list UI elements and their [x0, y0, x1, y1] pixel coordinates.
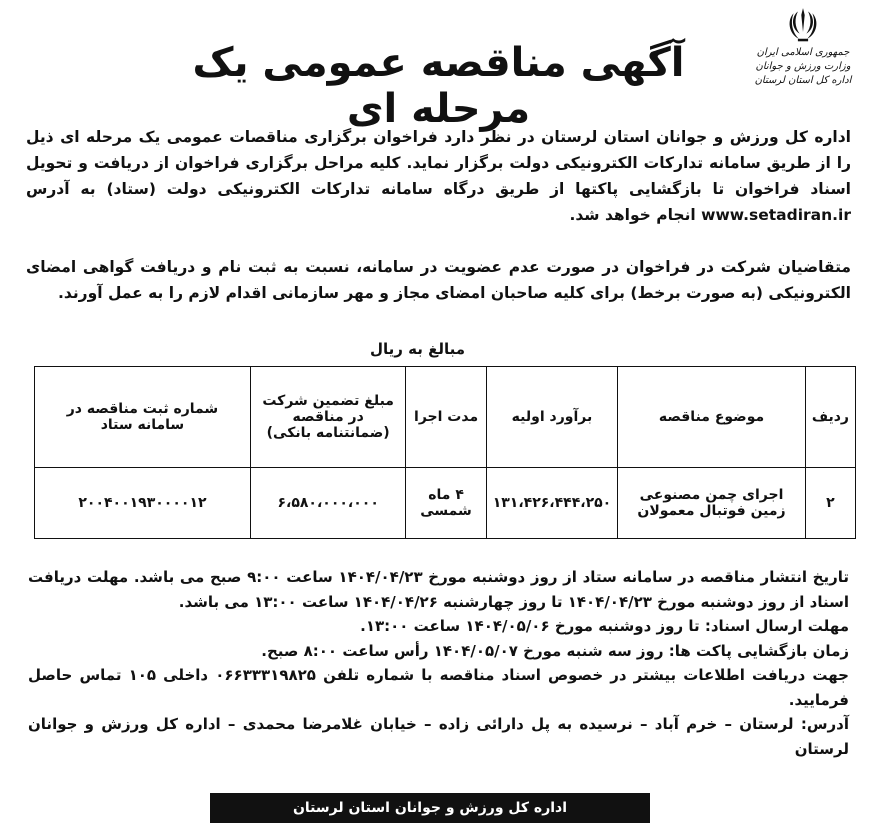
header-estimate: برآورد اولیه [486, 367, 618, 468]
header-subject: موضوع مناقصه [618, 367, 806, 468]
cell-estimate: ۱۳۱،۴۲۶،۴۴۴،۲۵۰ [486, 468, 618, 539]
contact-phone: جهت دریافت اطلاعات بیشتر در خصوص اسناد مناقصه با شماره تلفن ۰۶۶۳۳۳۱۹۸۲۵ داخلی ۱۰۵ تماس حاصل فرمایید. [28, 666, 849, 709]
header-duration: مدت اجرا [406, 367, 486, 468]
cell-guarantee: ۶،۵۸۰،۰۰۰،۰۰۰ [250, 468, 406, 539]
emblem-block [743, 6, 863, 88]
address: آدرس: لرستان – خرم آباد – نرسیده به پل دارائی زاده – خیابان غلامرضا محمدی – اداره کل ورزش و جوانان لرستان [28, 715, 849, 758]
cell-row-number: ۲ [805, 468, 855, 539]
cell-duration: ۴ ماه شمسی [406, 468, 486, 539]
emblem-of-iran-icon [786, 6, 820, 46]
cell-subject: اجرای چمن مصنوعی زمین فوتبال معمولان [618, 468, 806, 539]
header-registration-number: شماره ثبت مناقصه در سامانه ستاد [35, 367, 251, 468]
intro-paragraph: اداره کل ورزش و جوانان استان لرستان در نظر دارد فراخوان برگزاری مناقصات عمومی یک مرحله ای ذیل را از طریق سامانه تدارکات الکترونیکی دولت برگزار نماید. کلیه مراحل برگزاری فراخوان از دریافت و تحویل اسناد فراخوان تا بازگشایی پاکتها از طریق درگاه سامانه تدارکات الکترونیکی دولت (ستاد) به آدرس www.setadiran.ir انجام خواهد شد. [26, 128, 851, 224]
emblem-line-ministry: وزارت ورزش و جوانان [755, 61, 851, 72]
footer-banner: اداره کل ورزش و جوانان استان لرستان [210, 793, 650, 823]
amount-unit-note: مبالغ به ریال [370, 340, 466, 358]
page-title: آگهی مناقصه عمومی یک مرحله ای [192, 40, 685, 132]
emblem-line-office: اداره کل استان لرستان [754, 75, 852, 86]
submission-deadline: مهلت ارسال اسناد: تا روز دوشنبه مورخ ۱۴۰۴/۰۵/۰۶ ساعت ۱۳:۰۰. [360, 617, 849, 635]
table-row [35, 468, 856, 539]
emblem-line-country: جمهوری اسلامی ایران [756, 47, 850, 58]
tender-table [34, 366, 856, 539]
registration-paragraph: متقاضیان شرکت در فراخوان در صورت عدم عضویت در سامانه، نسبت به ثبت نام و دریافت گواهی امضای الکترونیکی (به صورت برخط) برای کلیه صاحبان امضای مجاز و مهر سازمانی اقدام لازم را به عمل آورند. [26, 258, 851, 302]
header-row-number: ردیف [805, 367, 855, 468]
publication-dates: تاریخ انتشار مناقصه در سامانه ستاد از روز دوشنبه مورخ ۱۴۰۴/۰۴/۲۳ ساعت ۹:۰۰ صبح می باشد. مهلت دریافت اسناد از روز دوشنبه مورخ ۱۴۰۴/۰۴/۲۳ تا روز چهارشنبه ۱۴۰۴/۰۴/۲۶ ساعت ۱۳:۰۰ می باشد. [28, 568, 849, 611]
opening-time: زمان بازگشایی پاکت ها: روز سه شنبه مورخ ۱۴۰۴/۰۵/۰۷ رأس ساعت ۸:۰۰ صبح. [261, 641, 849, 660]
schedule-and-contact [28, 565, 849, 761]
header-guarantee: مبلغ تضمین شرکت در مناقصه (ضمانتنامه بانکی) [250, 367, 406, 468]
cell-registration-number: ۲۰۰۴۰۰۱۹۳۰۰۰۰۱۲ [35, 468, 251, 539]
table-header-row [35, 367, 856, 468]
